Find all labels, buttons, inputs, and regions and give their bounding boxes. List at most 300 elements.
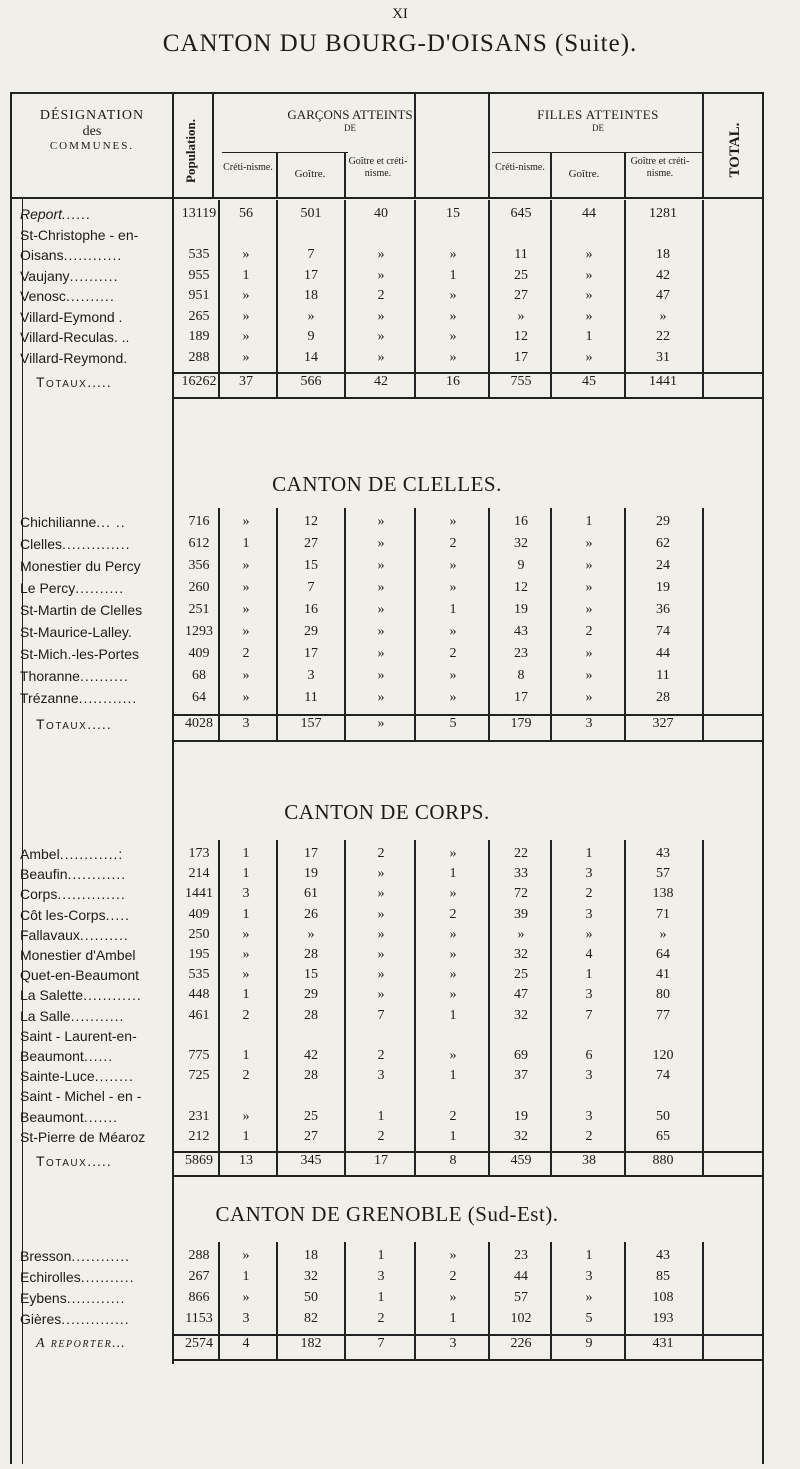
column-rule [550, 1242, 552, 1359]
value-cell: » [449, 247, 457, 262]
value-cell: 250 [188, 926, 210, 942]
value-cell: 1 [449, 1128, 457, 1144]
value-cell: 43 [514, 624, 528, 639]
section-bottom-rule [172, 397, 762, 399]
totals-rule [172, 1334, 762, 1336]
value-cell: 25 [514, 267, 528, 283]
commune-name: Clelles.............. [20, 536, 131, 552]
table-row [12, 350, 762, 370]
header-de: DE [344, 122, 356, 133]
value-cell: 755 [510, 374, 532, 389]
value-cell: » [449, 668, 457, 683]
value-cell: 195 [188, 947, 210, 962]
header-designation-line: des [82, 124, 102, 140]
value-cell: 27 [304, 536, 318, 551]
leader-dots: ..... [87, 716, 112, 732]
value-cell: 356 [188, 558, 210, 573]
value-cell: 3 [585, 987, 593, 1003]
leader-dots: ...... [62, 206, 92, 222]
value-cell: » [449, 514, 457, 529]
commune-name: Saint - Laurent-en- [20, 1027, 137, 1044]
value-cell: 2 [377, 1311, 385, 1326]
value-cell: 9 [585, 1336, 593, 1351]
value-cell: 231 [188, 1108, 210, 1124]
value-cell: 3 [377, 1269, 385, 1284]
header-boys-label: GARÇONS ATTEINTS [287, 107, 413, 122]
value-cell: » [307, 926, 315, 942]
value-cell: 3 [242, 716, 250, 731]
value-cell: » [377, 987, 385, 1003]
value-cell: 2574 [185, 1336, 213, 1351]
value-cell: 1 [449, 1311, 457, 1326]
value-cell: » [242, 926, 250, 942]
table-row [12, 967, 762, 987]
commune-name: Monestier d'Ambel [20, 947, 136, 963]
leader-dots: ........ [94, 1068, 134, 1085]
value-cell: 15 [304, 967, 318, 983]
column-rule [276, 508, 278, 740]
value-cell: » [377, 716, 385, 731]
value-cell: 3 [585, 716, 593, 731]
commune-name: Thoranne.......... [20, 668, 129, 684]
column-rule [218, 200, 220, 397]
value-cell: » [449, 846, 457, 861]
value-cell: 535 [188, 967, 210, 983]
value-cell: 880 [652, 1153, 674, 1168]
value-cell: » [449, 1048, 457, 1063]
commune-name: Totaux..... [36, 374, 112, 390]
commune-name: Beaumont...... [20, 1048, 114, 1064]
value-cell: 19 [514, 1108, 528, 1124]
totals-row [12, 374, 762, 394]
value-cell: 17 [304, 267, 318, 283]
value-cell: » [449, 947, 457, 962]
commune-name: Report...... [20, 206, 92, 222]
value-cell: » [585, 308, 593, 324]
value-cell: » [377, 329, 385, 344]
value-cell: 77 [656, 1007, 670, 1023]
value-cell: 2 [585, 624, 593, 639]
commune-name: Ambel............: [20, 846, 124, 862]
commune-name: St-Martin de Clelles [20, 602, 143, 618]
value-cell: 1 [242, 1128, 250, 1144]
value-cell: 138 [652, 886, 674, 902]
value-cell: 3 [585, 1068, 593, 1084]
value-cell: » [449, 987, 457, 1003]
value-cell: 22 [514, 846, 528, 861]
value-cell: 2 [449, 906, 457, 922]
value-cell: 44 [656, 646, 670, 661]
value-cell: 1 [377, 1108, 385, 1124]
table-row [12, 1290, 762, 1310]
value-cell: » [517, 308, 525, 324]
value-cell: » [377, 690, 385, 705]
commune-name: Trézanne............ [20, 690, 138, 706]
value-cell: 44 [582, 206, 596, 221]
leader-dots: ...... [83, 1048, 114, 1064]
table-row [12, 288, 762, 308]
column-rule [624, 200, 626, 397]
column-rule [702, 840, 704, 1175]
commune-name: St-Pierre de Méaroz [20, 1128, 146, 1145]
leader-dots: ............ [67, 866, 127, 883]
value-cell: 157 [300, 716, 322, 731]
value-cell: 42 [656, 267, 670, 283]
totals-row [12, 716, 762, 736]
value-cell: 2 [242, 1068, 250, 1084]
value-cell: 33 [514, 866, 528, 882]
value-cell: 42 [304, 1048, 318, 1063]
value-cell: 17 [514, 349, 528, 365]
commune-name: Oisans............ [20, 247, 123, 263]
value-cell: 57 [514, 1290, 528, 1305]
value-cell: 32 [304, 1269, 318, 1284]
commune-name: Saint - Michel - en - [20, 1088, 142, 1105]
value-cell: 32 [514, 536, 528, 551]
value-cell: 3 [585, 866, 593, 882]
value-cell: 566 [300, 374, 322, 389]
leader-dots: ..... [87, 1153, 112, 1169]
value-cell: » [449, 624, 457, 639]
value-cell: 5 [449, 716, 457, 731]
column-rule [550, 200, 552, 397]
value-cell: 82 [304, 1311, 318, 1326]
column-rule [344, 200, 346, 397]
value-cell: » [449, 1290, 457, 1305]
commune-name: Totaux..... [36, 1153, 112, 1169]
value-cell: 5 [585, 1311, 593, 1326]
value-cell: » [377, 886, 385, 902]
header-designation-line: COMMUNES. [49, 140, 135, 153]
value-cell: 7 [585, 1007, 593, 1023]
value-cell: 40 [374, 206, 388, 221]
header-sub: Créti-nisme. [495, 162, 545, 173]
value-cell: 28 [304, 947, 318, 962]
value-cell: » [585, 646, 593, 661]
value-cell: 32 [514, 947, 528, 962]
value-cell: 251 [188, 602, 210, 617]
value-cell: 182 [300, 1336, 322, 1351]
value-cell: » [659, 926, 667, 942]
commune-name: St-Maurice-Lalley. [20, 624, 132, 640]
leader-dots: ............ [63, 247, 123, 263]
value-cell: 1 [449, 267, 457, 283]
commune-name: Beaumont....... [20, 1108, 119, 1125]
value-cell: » [449, 329, 457, 344]
commune-name: Totaux..... [36, 716, 112, 732]
header-boys [212, 108, 488, 133]
value-cell: 4 [585, 947, 593, 962]
value-cell: 64 [656, 947, 670, 962]
value-cell: 7 [307, 247, 315, 262]
value-cell: 50 [304, 1290, 318, 1305]
table-row [12, 907, 762, 927]
table-row [12, 646, 762, 666]
value-cell: » [377, 926, 385, 942]
leader-dots: ... [112, 1336, 126, 1351]
value-cell: 2 [377, 1128, 385, 1144]
column-rule [414, 840, 416, 1175]
value-cell: 39 [514, 906, 528, 922]
value-cell: 74 [656, 624, 670, 639]
column-rule [218, 840, 220, 1175]
value-cell: 1441 [649, 374, 677, 389]
value-cell: 1 [449, 602, 457, 617]
commune-name: Sainte-Luce........ [20, 1068, 134, 1085]
value-cell: 409 [188, 646, 210, 661]
value-cell: 2 [242, 646, 250, 661]
leader-dots: ... .. [96, 514, 126, 530]
value-cell: 431 [652, 1336, 674, 1351]
leader-dots: .............. [62, 536, 131, 552]
value-cell: 42 [374, 374, 388, 389]
table-row [12, 558, 762, 578]
value-cell: 5869 [185, 1153, 213, 1168]
value-cell: 28 [656, 690, 670, 705]
value-cell: » [585, 288, 593, 303]
table-row [12, 668, 762, 688]
commune-name: Chichilianne... .. [20, 514, 126, 530]
table-row [12, 624, 762, 644]
totals-row [12, 1153, 762, 1173]
value-cell: 43 [656, 1248, 670, 1263]
table-sheet [10, 92, 764, 1464]
column-rule [488, 200, 490, 397]
column-rule [218, 508, 220, 740]
value-cell: 775 [188, 1048, 210, 1063]
value-cell: 955 [188, 267, 210, 283]
commune-name: A reporter... [36, 1336, 126, 1351]
column-rule [276, 840, 278, 1175]
value-cell: 56 [239, 206, 253, 221]
section-bottom-rule [172, 1175, 762, 1177]
value-cell: 267 [188, 1269, 210, 1284]
value-cell: 2 [377, 1048, 385, 1063]
value-cell: 1 [242, 906, 250, 922]
value-cell: » [377, 947, 385, 962]
table-row [12, 927, 762, 947]
value-cell: 1 [377, 1290, 385, 1305]
value-cell: 64 [192, 690, 206, 705]
value-cell: 4 [242, 1336, 250, 1351]
commune-name: La Salle........... [20, 1007, 125, 1024]
column-rule [488, 840, 490, 1175]
value-cell: » [377, 349, 385, 365]
value-cell: 2 [242, 1007, 250, 1023]
value-cell: » [307, 308, 315, 324]
value-cell: 41 [656, 967, 670, 983]
value-cell: 1 [242, 1048, 250, 1063]
value-cell: 951 [188, 288, 210, 303]
value-cell: 80 [656, 987, 670, 1003]
table-row [12, 206, 762, 226]
commune-name: Fallavaux.......... [20, 926, 129, 943]
value-cell: 25 [514, 967, 528, 983]
value-cell: » [377, 580, 385, 595]
commune-name: Côt les-Corps..... [20, 906, 131, 923]
value-cell: 448 [188, 987, 210, 1003]
column-rule [276, 1242, 278, 1359]
table-row [12, 536, 762, 556]
column-rule [488, 508, 490, 740]
value-cell: » [242, 947, 250, 962]
value-cell: » [242, 288, 250, 303]
leader-dots: ............ [78, 690, 138, 706]
leader-dots: .......... [69, 267, 119, 284]
header-sub: Goître et créti-nisme. [630, 156, 690, 179]
value-cell: 45 [582, 374, 596, 389]
leader-dots: ........... [70, 1007, 125, 1024]
value-cell: » [517, 926, 525, 942]
value-cell: 38 [582, 1153, 596, 1168]
column-rule [344, 1242, 346, 1359]
commune-name: St-Mich.-les-Portes [20, 646, 140, 662]
value-cell: 9 [517, 558, 525, 573]
value-cell: 716 [188, 514, 210, 529]
table-row [12, 1028, 762, 1048]
totals-rule [172, 714, 762, 716]
value-cell: 22 [656, 329, 670, 344]
value-cell: 17 [374, 1153, 388, 1168]
value-cell: » [377, 308, 385, 324]
value-cell: 102 [510, 1311, 532, 1326]
value-cell: 3 [585, 906, 593, 922]
value-cell: 13 [239, 1153, 253, 1168]
table-row [12, 268, 762, 288]
leader-dots: ..... [105, 906, 131, 923]
value-cell: 69 [514, 1048, 528, 1063]
value-cell: » [449, 580, 457, 595]
value-cell: 1281 [649, 206, 677, 221]
value-cell: » [449, 308, 457, 324]
value-cell: » [242, 1108, 250, 1124]
value-cell: 71 [656, 906, 670, 922]
value-cell: 32 [514, 1128, 528, 1144]
value-cell: 1 [585, 846, 593, 861]
page-title: CANTON DU BOURG-D'OISANS (Suite). [162, 30, 638, 57]
value-cell: 265 [188, 308, 210, 324]
value-cell: 193 [652, 1311, 674, 1326]
table-row [12, 1311, 762, 1331]
leader-dots: ............ [71, 1248, 131, 1264]
table-row [12, 886, 762, 906]
header-sub: Goître. [568, 168, 600, 180]
section-bottom-rule [172, 740, 762, 742]
value-cell: 43 [656, 846, 670, 861]
value-cell: 1 [242, 267, 250, 283]
value-cell: 28 [304, 1068, 318, 1084]
value-cell: » [449, 926, 457, 942]
commune-name: Monestier du Percy [20, 558, 141, 574]
leader-dots: ........... [80, 1269, 135, 1285]
value-cell: 2 [377, 846, 385, 861]
value-cell: 459 [510, 1153, 532, 1168]
canton-title-clelles: CANTON DE CLELLES. [272, 472, 502, 496]
value-cell: 26 [304, 906, 318, 922]
value-cell: » [377, 866, 385, 882]
value-cell: 17 [304, 646, 318, 661]
value-cell: 11 [514, 247, 528, 262]
value-cell: » [242, 967, 250, 983]
leader-dots: ............ [83, 987, 142, 1004]
page-number: XI [392, 6, 408, 22]
value-cell: 327 [652, 716, 674, 731]
value-cell: 68 [192, 668, 206, 683]
value-cell: 4028 [185, 716, 213, 731]
value-cell: » [449, 690, 457, 705]
value-cell: 3 [449, 1336, 457, 1351]
value-cell: » [242, 247, 250, 262]
table-row [12, 1109, 762, 1129]
commune-name: Echirolles........... [20, 1269, 135, 1285]
value-cell: 18 [656, 247, 670, 262]
value-cell: 501 [300, 206, 322, 221]
table-row [12, 1048, 762, 1068]
column-rule [276, 200, 278, 397]
column-rule [414, 508, 416, 740]
value-cell: 16262 [181, 374, 217, 389]
value-cell: 8 [517, 668, 525, 683]
value-cell: 25 [304, 1108, 318, 1124]
value-cell: » [242, 602, 250, 617]
table-row [12, 947, 762, 967]
canton-title-corps: CANTON DE CORPS. [284, 800, 490, 824]
column-rule [550, 508, 552, 740]
value-cell: 17 [514, 690, 528, 705]
value-cell: 1 [585, 967, 593, 983]
value-cell: » [585, 926, 593, 942]
header-designation [12, 108, 172, 153]
value-cell: 409 [188, 906, 210, 922]
value-cell: 24 [656, 558, 670, 573]
commune-name: Quet-en-Beaumont [20, 967, 140, 984]
value-cell: 179 [510, 716, 532, 731]
value-cell: 189 [188, 329, 210, 344]
header-girls-label: FILLES ATTEINTES [537, 107, 659, 122]
value-cell: » [242, 580, 250, 595]
value-cell: » [585, 267, 593, 283]
value-cell: 8 [449, 1153, 457, 1168]
value-cell: 1 [242, 987, 250, 1003]
value-cell: » [377, 536, 385, 551]
value-cell: 31 [656, 349, 670, 365]
header-sub: Goître et créti-nisme. [348, 156, 408, 179]
value-cell: 6 [585, 1048, 593, 1063]
value-cell: 16 [304, 602, 318, 617]
value-cell: 23 [514, 1248, 528, 1263]
value-cell: 3 [585, 1108, 593, 1124]
commune-name: Venosc.......... [20, 288, 115, 304]
value-cell: 1 [242, 1269, 250, 1284]
value-cell: 17 [304, 846, 318, 861]
value-cell: 27 [514, 288, 528, 303]
value-cell: » [377, 624, 385, 639]
value-cell: 9 [307, 329, 315, 344]
commune-name: Villard-Reymond. [20, 349, 128, 366]
commune-name: La Salette............ [20, 987, 142, 1004]
column-rule [344, 840, 346, 1175]
value-cell: 1 [449, 866, 457, 882]
table-row [12, 690, 762, 710]
value-cell: 461 [188, 1007, 210, 1023]
value-cell: 535 [188, 247, 210, 262]
table-row [12, 247, 762, 267]
header-population: Population. [183, 119, 198, 183]
commune-name: Eybens............ [20, 1290, 126, 1306]
value-cell: » [585, 690, 593, 705]
section-bottom-rule [172, 1359, 762, 1361]
value-cell: 2 [449, 646, 457, 661]
